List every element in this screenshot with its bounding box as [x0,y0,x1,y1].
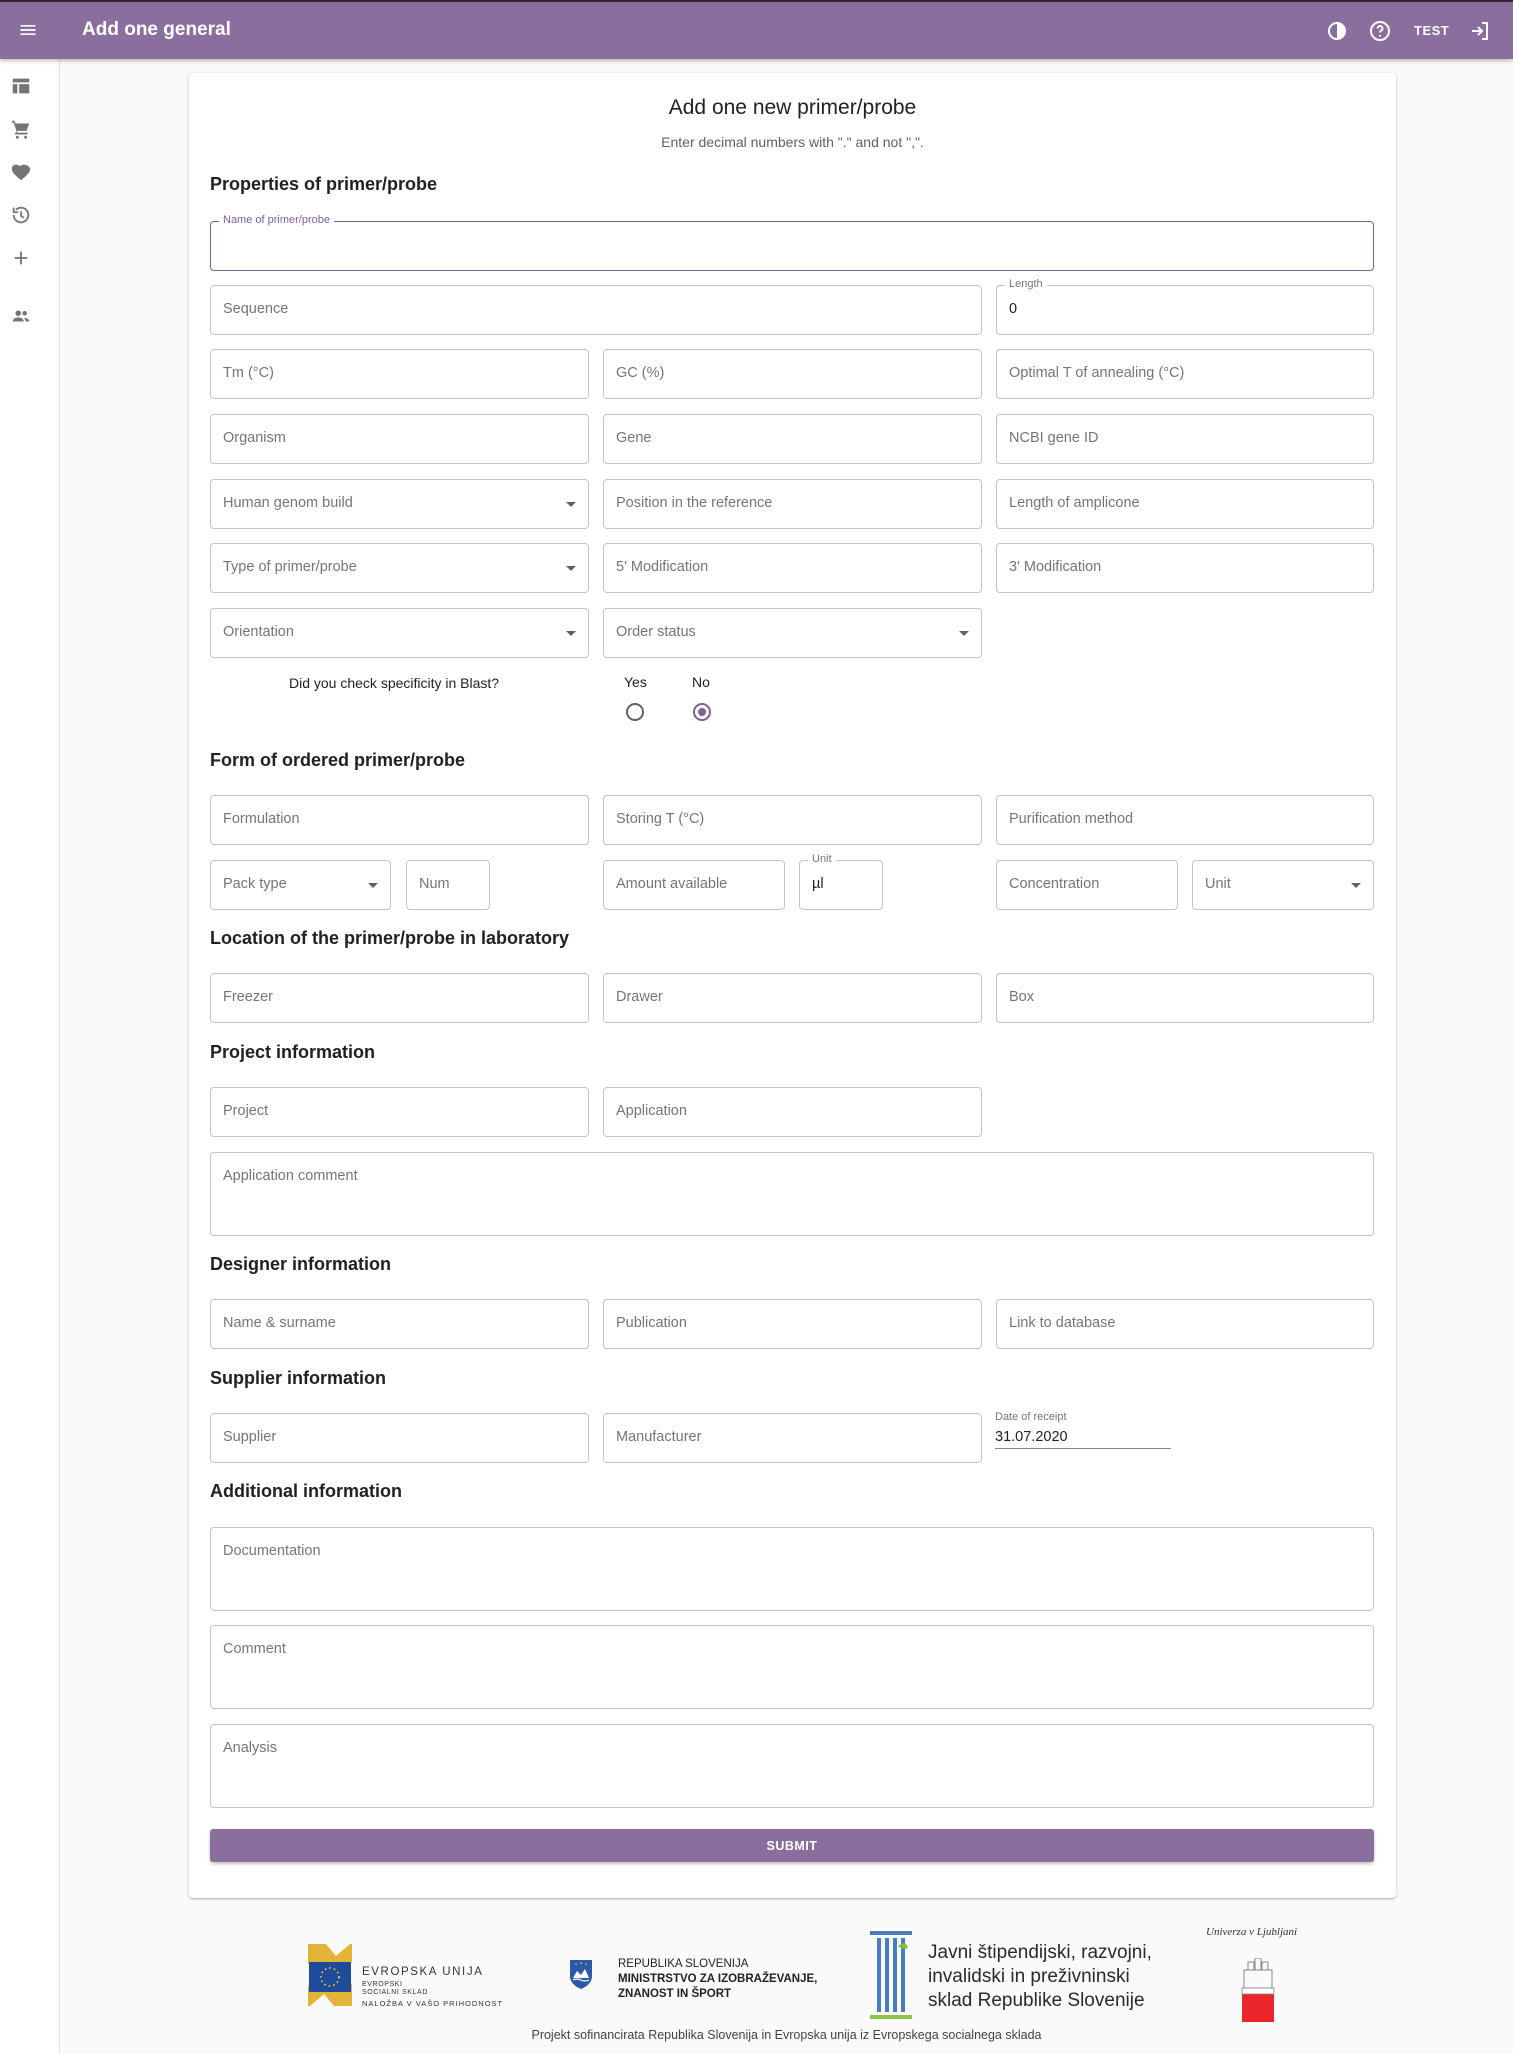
position-placeholder: Position in the reference [616,495,773,511]
primer-probe-form-card [189,73,1396,1898]
date-receipt-value: 31.07.2020 [995,1429,1068,1445]
comment-field[interactable] [210,1625,1374,1709]
genom-build-select[interactable] [210,479,589,529]
heart-icon[interactable] [10,161,32,183]
users-icon[interactable] [10,305,32,327]
conc-unit-select[interactable] [1192,860,1374,910]
esf-line1: EVROPSKA UNIJA [362,1966,484,1978]
contrast-icon[interactable] [1325,19,1349,43]
application-field[interactable] [603,1087,982,1137]
sklad-logo [868,1930,1198,2022]
length-field[interactable] [996,278,1374,335]
drawer-field[interactable] [603,973,982,1023]
eu-flag-icon [306,1942,354,2008]
table-icon[interactable] [10,75,32,97]
designer-name-placeholder: Name & surname [223,1315,336,1331]
section-form-ordered: Form of ordered primer/probe [210,750,466,770]
supplier-field[interactable] [210,1413,589,1463]
ministry-logo [568,1958,828,2004]
chevron-down-icon [566,566,576,571]
sequence-field[interactable] [210,285,982,335]
gc-placeholder: GC (%) [616,365,665,381]
section-supplier: Supplier information [210,1368,387,1388]
esf-line3: SOCIALNI SKLAD [362,1989,428,1996]
order-status-select[interactable] [603,608,982,658]
manufacturer-field[interactable] [603,1413,982,1463]
section-location: Location of the primer/probe in laboratory [210,928,570,948]
blast-yes-radio[interactable] [626,703,644,721]
analysis-field[interactable] [210,1724,1374,1808]
storing-t-placeholder: Storing T (°C) [616,811,705,827]
tm-field[interactable] [210,349,589,399]
chevron-down-icon [368,883,378,888]
ministry-line1: REPUBLIKA SLOVENIJA [618,1958,749,1970]
blast-no-radio[interactable] [693,703,711,721]
sklad-line3: sklad Republike Slovenije [928,1990,1145,2011]
organism-field[interactable] [210,414,589,464]
length-label: Length [1005,278,1047,290]
university-logo [1200,1926,1340,2026]
chevron-down-icon [566,502,576,507]
amount-unit-label: Unit [808,853,836,865]
genom-build-placeholder: Human genom build [223,495,353,511]
date-receipt-field[interactable] [995,1411,1171,1449]
comment-placeholder: Comment [223,1641,286,1657]
help-icon[interactable] [1368,19,1392,43]
menu-icon[interactable] [18,20,38,40]
ncbi-placeholder: NCBI gene ID [1009,430,1099,446]
section-additional: Additional information [210,1481,402,1501]
sklad-line2: invalidski in preživninski [928,1966,1130,1987]
history-icon[interactable] [10,204,32,226]
num-field[interactable] [406,860,490,910]
application-placeholder: Application [616,1103,687,1119]
esf-line2: EVROPSKI [362,1981,403,1988]
slovenia-coat-of-arms-icon [568,1958,594,1990]
university-name: Univerza v Ljubljani [1206,1926,1298,1938]
app-bar [0,0,1513,59]
box-placeholder: Box [1009,989,1034,1005]
column-logo-icon [868,1930,914,2022]
link-db-placeholder: Link to database [1009,1315,1116,1331]
section-properties: Properties of primer/probe [210,174,438,194]
order-status-placeholder: Order status [616,624,696,640]
amplicone-field[interactable] [996,479,1374,529]
logout-icon[interactable] [1468,19,1492,43]
footer [60,1900,1513,2054]
pack-type-placeholder: Pack type [223,876,287,892]
section-project: Project information [210,1042,376,1062]
name-field-label: Name of primer/probe [219,214,334,226]
university-seal-icon [1238,1958,1278,2024]
mod5-placeholder: 5' Modification [616,559,709,575]
length-value: 0 [1009,301,1018,317]
name-field[interactable] [210,214,1374,271]
pack-type-select[interactable] [210,860,391,910]
app-comment-placeholder: Application comment [223,1168,358,1184]
blast-no-label: No [692,674,710,690]
freezer-field[interactable] [210,973,589,1023]
mod3-placeholder: 3' Modification [1009,559,1102,575]
box-field[interactable] [996,973,1374,1023]
drawer-placeholder: Drawer [616,989,663,1005]
organism-placeholder: Organism [223,430,286,446]
freezer-placeholder: Freezer [223,989,273,1005]
footer-caption: Projekt sofinancirata Republika Slovenija in Evropska unija iz Evropskega socialnega sklada [531,2028,1042,2042]
link-db-field[interactable] [996,1299,1374,1349]
gc-field[interactable] [603,349,982,399]
formulation-placeholder: Formulation [223,811,300,827]
documentation-placeholder: Documentation [223,1543,321,1559]
amount-field[interactable] [603,860,785,910]
mod3-field[interactable] [996,543,1374,593]
ministry-line2: MINISTRSTVO ZA IZOBRAŽEVANJE, [618,1973,818,1985]
esf-line4: NALOŽBA V VAŠO PRIHODNOST [362,1999,504,2008]
position-field[interactable] [603,479,982,529]
application-comment-field[interactable] [210,1152,1374,1236]
blast-question: Did you check specificity in Blast? [289,675,500,691]
optimal-t-placeholder: Optimal T of annealing (°C) [1009,365,1185,381]
ncbi-gene-id-field[interactable] [996,414,1374,464]
purification-field[interactable] [996,795,1374,845]
publication-placeholder: Publication [616,1315,687,1331]
ministry-line3: ZNANOST IN ŠPORT [618,1988,732,2000]
chevron-down-icon [1351,883,1361,888]
publication-field[interactable] [603,1299,982,1349]
supplier-placeholder: Supplier [223,1429,277,1445]
amount-unit-value: µl [812,876,824,892]
type-placeholder: Type of primer/probe [223,559,357,575]
amount-placeholder: Amount available [616,876,728,892]
tm-placeholder: Tm (°C) [223,365,274,381]
chevron-down-icon [566,631,576,636]
sequence-placeholder: Sequence [223,301,289,317]
section-designer: Designer information [210,1254,392,1274]
submit-button[interactable]: SUBMIT [210,1829,1374,1862]
concentration-field[interactable] [996,860,1178,910]
sidebar [0,59,60,2054]
manufacturer-placeholder: Manufacturer [616,1429,702,1445]
test-user-button[interactable]: TEST [1414,23,1450,38]
project-field[interactable] [210,1087,589,1137]
mod5-field[interactable] [603,543,982,593]
orientation-placeholder: Orientation [223,624,294,640]
form-subtitle: Enter decimal numbers with "." and not ",". [661,134,924,150]
gene-field[interactable] [603,414,982,464]
chevron-down-icon [959,631,969,636]
blast-yes-label: Yes [624,674,647,690]
sklad-line1: Javni štipendijski, razvojni, [928,1942,1152,1963]
type-select[interactable] [210,543,589,593]
optimal-t-field[interactable] [996,349,1374,399]
orientation-select[interactable] [210,608,589,658]
designer-name-field[interactable] [210,1299,589,1349]
app-title: Add one general [82,19,231,40]
formulation-field[interactable] [210,795,589,845]
esf-logo [306,1942,506,2012]
plus-icon[interactable] [10,247,32,269]
documentation-field[interactable] [210,1527,1374,1611]
project-placeholder: Project [223,1103,269,1119]
amount-unit-field[interactable] [799,853,883,910]
concentration-placeholder: Concentration [1009,876,1100,892]
date-receipt-label: Date of receipt [995,1411,1067,1423]
purification-placeholder: Purification method [1009,811,1134,827]
cart-icon[interactable] [10,118,32,140]
gene-placeholder: Gene [616,430,652,446]
conc-unit-placeholder: Unit [1205,876,1231,892]
amplicone-placeholder: Length of amplicone [1009,495,1140,511]
form-title: Add one new primer/probe [668,96,917,119]
num-placeholder: Num [419,876,450,892]
analysis-placeholder: Analysis [223,1740,277,1756]
storing-t-field[interactable] [603,795,982,845]
